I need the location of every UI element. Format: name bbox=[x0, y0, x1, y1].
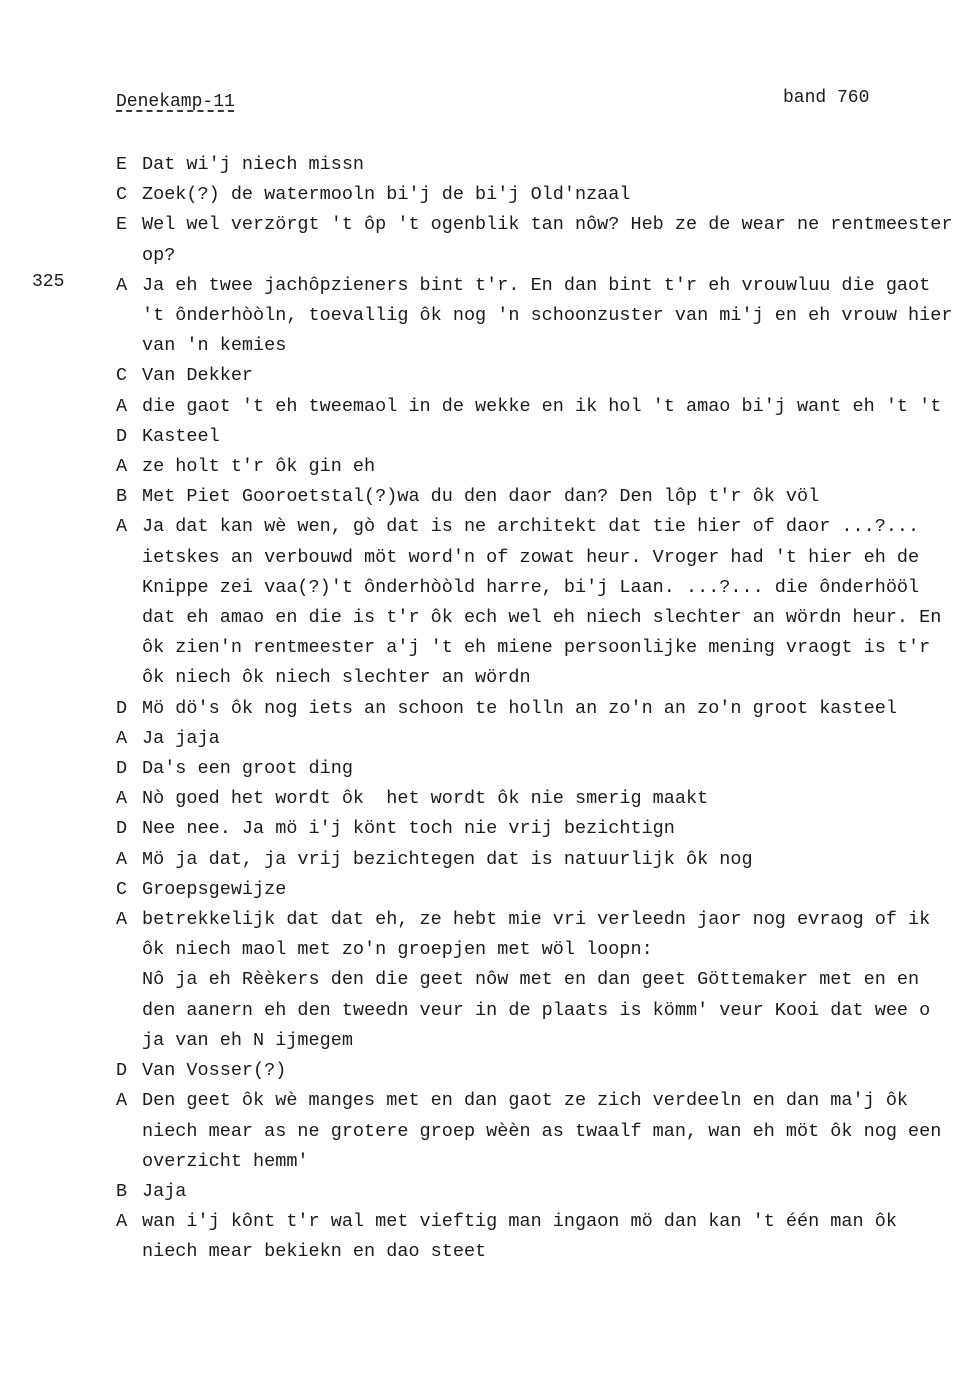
dialogue-turn bbox=[116, 452, 956, 482]
speaker-label: A bbox=[116, 1090, 128, 1112]
utterance-text: Nò goed het wordt ôk het wordt ôk nie smerig maakt bbox=[142, 788, 709, 810]
margin-line-number: 325 bbox=[32, 272, 65, 292]
dialogue-turn bbox=[116, 271, 964, 362]
utterance-text: Nee nee. Ja mö i'j könt toch nie vrij bezichtign bbox=[142, 818, 675, 840]
transcript-body bbox=[116, 150, 964, 1268]
utterance-text: Mö ja dat, ja vrij bezichtegen dat is natuurlijk ôk nog bbox=[142, 848, 753, 870]
utterance-text: Da's een groot ding bbox=[142, 758, 353, 780]
speaker-label: D bbox=[116, 1060, 128, 1082]
speaker-label: D bbox=[116, 818, 128, 840]
dialogue-turn bbox=[116, 361, 956, 391]
utterance-text: Jaja bbox=[142, 1180, 187, 1202]
speaker-label: D bbox=[116, 425, 128, 447]
dialogue-turn bbox=[116, 694, 956, 724]
dialogue-turn bbox=[116, 512, 956, 693]
utterance-text: betrekkelijk dat dat eh, ze hebt mie vri verleedn jaor nog evraog of ik ôk niech maol met zo'n groepjen met wöl loopn: Nô ja eh Rèèkers den die geet nôw met en dan geet Göttemaker met en en den aanern eh den tweedn veur in de plaats is kömm' veur Kooi dat wee o ja van eh N ijmegem bbox=[142, 909, 931, 1051]
dialogue-turn bbox=[116, 754, 956, 784]
speaker-label: C bbox=[116, 365, 128, 387]
dialogue-turn bbox=[116, 180, 956, 210]
speaker-label: A bbox=[116, 274, 128, 296]
utterance-text: Van Vosser(?) bbox=[142, 1060, 287, 1082]
speaker-label: B bbox=[116, 486, 128, 508]
utterance-text: Kasteel bbox=[142, 425, 220, 447]
speaker-label: A bbox=[116, 395, 128, 417]
speaker-label: A bbox=[116, 848, 128, 870]
dialogue-turn bbox=[116, 1056, 956, 1086]
utterance-text: wan i'j kônt t'r wal met vieftig man ingaon mö dan kan 't één man ôk niech mear bekiekn en dao steet bbox=[142, 1211, 909, 1263]
speaker-label: A bbox=[116, 1211, 128, 1233]
tape-number: band 760 bbox=[783, 88, 870, 108]
utterance-text: Dat wi'j niech missn bbox=[142, 154, 365, 175]
dialogue-turn bbox=[116, 814, 956, 844]
speaker-label: C bbox=[116, 184, 128, 206]
speaker-label: C bbox=[116, 878, 128, 900]
dialogue-turn bbox=[116, 784, 956, 814]
utterance-text: Van Dekker bbox=[142, 365, 254, 387]
speaker-label: B bbox=[116, 1180, 128, 1202]
speaker-label: E bbox=[116, 154, 128, 175]
utterance-text: Met Piet Gooroetstal(?)wa du den daor dan? Den lôp t'r ôk völ bbox=[142, 486, 820, 508]
dialogue-turn bbox=[116, 1207, 956, 1267]
dialogue-turn bbox=[116, 422, 956, 452]
speaker-label: D bbox=[116, 697, 128, 719]
utterance-text: Wel wel verzörgt 't ôp 't ogenblik tan nôw? Heb ze de wear ne rentmeester op? bbox=[142, 214, 964, 266]
dialogue-turn bbox=[116, 1086, 956, 1177]
dialogue-turn bbox=[116, 845, 956, 875]
dialogue-turn bbox=[116, 875, 956, 905]
utterance-text: Ja dat kan wè wen, gò dat is ne architekt dat tie hier of daor ...?... ietskes an verbouwd möt word'n of zowat heur. Vroger had 't hier eh de Knippe zei vaa(?)'t ônderhòòld harre, bi'j Laan. ...?... die ônderhööl dat eh amao en die is t'r ôk ech wel eh niech slechter an wördn heur. En ôk zien'n rentmeester a'j 't eh miene persoonlijke mening vraogt is t'r ôk niech ôk niech slechter an wördn bbox=[142, 516, 953, 689]
utterance-text: ze holt t'r ôk gin eh bbox=[142, 456, 376, 478]
speaker-label: E bbox=[116, 214, 128, 236]
dialogue-turn bbox=[116, 392, 956, 422]
dialogue-turn bbox=[116, 724, 956, 754]
document-title: Denekamp-11 bbox=[116, 92, 235, 112]
utterance-text: Ja jaja bbox=[142, 727, 220, 749]
speaker-label: D bbox=[116, 758, 128, 780]
utterance-text: die gaot 't eh tweemaol in de wekke en ik hol 't amao bi'j want eh 't 't bbox=[142, 395, 942, 417]
speaker-label: A bbox=[116, 727, 128, 749]
dialogue-turn bbox=[116, 482, 956, 512]
utterance-text: Mö dö's ôk nog iets an schoon te holln an zo'n an zo'n groot kasteel bbox=[142, 697, 897, 719]
utterance-text: Zoek(?) de watermooln bi'j de bi'j Old'nzaal bbox=[142, 184, 631, 206]
utterance-text: Ja eh twee jachôpzieners bint t'r. En dan bint t'r eh vrouwluu die gaot 't ônderhòòln, toevallig ôk nog 'n schoonzuster van mi'j en eh vrouw hier van 'n kemies bbox=[142, 274, 964, 357]
dialogue-turn bbox=[116, 150, 956, 180]
utterance-text: Den geet ôk wè manges met en dan gaot ze zich verdeeln en dan ma'j ôk niech mear as ne grotere groep wèèn as twaalf man, wan eh möt ôk nog een overzicht hemm' bbox=[142, 1090, 953, 1172]
speaker-label: A bbox=[116, 909, 128, 931]
speaker-label: A bbox=[116, 516, 128, 538]
speaker-label: A bbox=[116, 788, 128, 810]
dialogue-turn bbox=[116, 210, 964, 270]
dialogue-turn bbox=[116, 1177, 956, 1207]
utterance-text: Groepsgewijze bbox=[142, 878, 287, 900]
dialogue-turn bbox=[116, 905, 956, 1056]
speaker-label: A bbox=[116, 456, 128, 478]
